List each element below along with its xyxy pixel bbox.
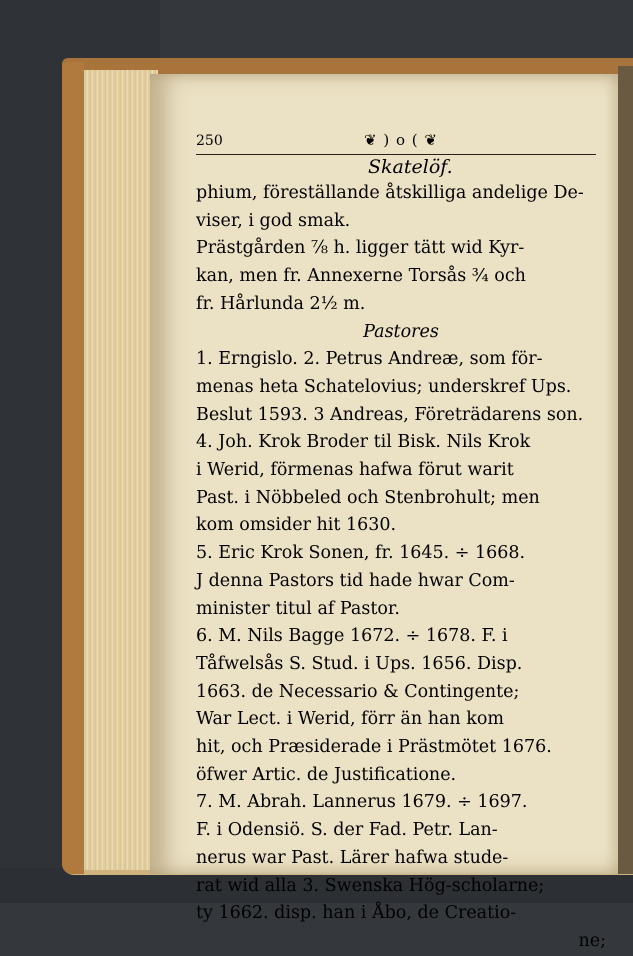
text-line: kan, men fr. Annexerne Torsås ¾ och [196,266,526,287]
text-line: 5. Eric Krok Sonen, fr. 1645. ÷ 1668. [196,543,526,564]
text-line: J denna Pastors tid hade hwar Com- [196,570,515,591]
text-line: 1663. de Necessario & Contingente; [196,681,520,702]
running-title: Skatelöf. [368,156,453,178]
text-line: ty 1662. disp. han i Åbo, de Creatio- [196,903,517,924]
text-line: fr. Hårlunda 2½ m. [196,293,366,314]
text-line: minister titul af Pastor. [196,598,400,619]
text-line: i Werid, förmenas hafwa förut warit [196,460,514,481]
text-line: hit, och Præsiderade i Prästmötet 1676. [196,737,552,758]
text-line: öfwer Artic. de Justificatione. [196,764,457,785]
book-cover-left [62,62,84,874]
page-number: 250 [196,133,223,149]
text-line: menas heta Schatelovius; underskref Ups. [196,376,572,397]
text-line: Prästgården ⅞ h. ligger tätt wid Kyr- [196,238,525,259]
section-heading-pastores: Pastores [363,321,439,342]
text-line: Beslut 1593. 3 Andreas, Företrädarens son. [196,404,584,425]
text-line: 1. Erngislo. 2. Petrus Andreæ, som för- [196,349,543,370]
page-right-edge [618,66,633,874]
text-line: 6. M. Nils Bagge 1672. ÷ 1678. F. i [196,626,508,647]
header-rule [196,154,596,155]
text-line: rat wid alla 3. Swenska Hög-scholarne; [196,875,545,896]
text-line: kom omsider hit 1630. [196,515,397,536]
page-edges [84,70,158,870]
text-line: Past. i Nöbbeled och Stenbrohult; men [196,487,540,508]
text-line: War Lect. i Werid, förr än han kom [196,709,504,730]
text-line: 7. M. Abrah. Lannerus 1679. ÷ 1697. [196,792,528,813]
page-header [196,133,596,155]
page-body-text [196,180,606,956]
header-ornament: ❦ ) o ( ❦ [364,131,438,149]
text-line: phium, föreställande åtskilliga andelige De- [196,183,584,203]
catchword: ne; [578,930,606,951]
text-line: nerus war Past. Lärer hafwa stude- [196,847,509,868]
text-line: F. i Odensiö. S. der Fad. Petr. Lan- [196,820,498,841]
text-line: Tåfwelsås S. Stud. i Ups. 1656. Disp. [196,653,523,674]
text-line: 4. Joh. Krok Broder til Bisk. Nils Krok [196,432,531,453]
text-line: viser, i god smak. [196,210,351,231]
